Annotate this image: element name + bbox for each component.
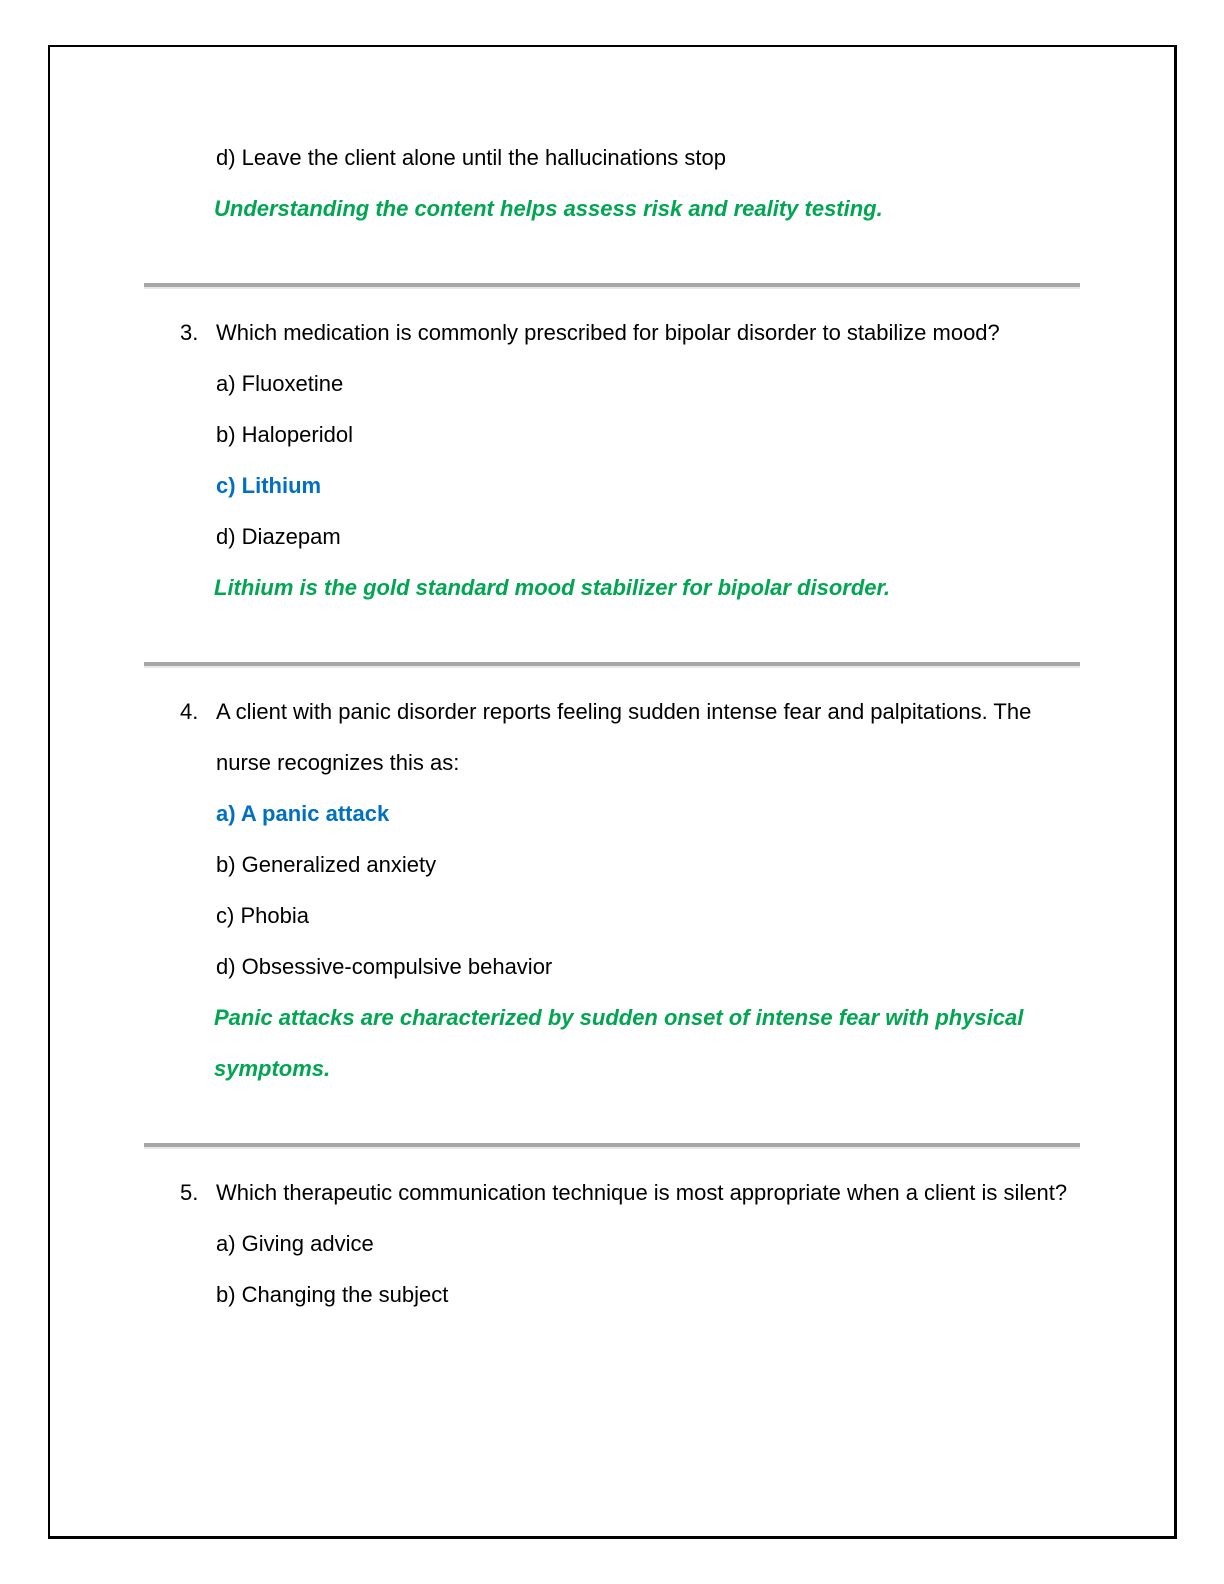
question-number: 5. [180, 1180, 199, 1205]
rationale-text: Understanding the content helps assess risk and reality testing. [214, 196, 883, 221]
question-text: A client with panic disorder reports feeling sudden intense fear and palpitations. The nurse recognizes this as: [216, 699, 1032, 775]
option-d: d) Leave the client alone until the hallucinations stop [216, 145, 727, 170]
option-b: b) Changing the subject [216, 1282, 449, 1307]
question-heading [144, 686, 1080, 788]
option-a: a) Fluoxetine [216, 371, 344, 396]
option-d: d) Obsessive-compulsive behavior [216, 954, 553, 979]
question-heading [144, 1167, 1080, 1218]
question-text: Which therapeutic communication technique is most appropriate when a client is silent? [216, 1180, 1068, 1205]
option-c: c) Lithium [216, 473, 322, 498]
rationale-text: Lithium is the gold standard mood stabilizer for bipolar disorder. [214, 575, 890, 600]
question-fragment-2 [144, 132, 1080, 234]
page-content [144, 132, 1080, 1320]
option-c: c) Phobia [216, 903, 309, 928]
question-number: 3. [180, 320, 199, 345]
option-d: d) Diazepam [216, 524, 341, 549]
section-divider [144, 283, 1080, 289]
section-divider [144, 662, 1080, 668]
question-text: Which medication is commonly prescribed for bipolar disorder to stabilize mood? [216, 320, 1000, 345]
rationale-text: Panic attacks are characterized by sudden onset of intense fear with physical symptoms. [214, 1005, 1024, 1081]
section-divider [144, 1143, 1080, 1149]
question-block-5 [144, 1167, 1080, 1320]
question-block-3 [144, 307, 1080, 613]
option-b: b) Haloperidol [216, 422, 353, 447]
question-block-4 [144, 686, 1080, 1094]
option-a: a) Giving advice [216, 1231, 374, 1256]
question-heading [144, 307, 1080, 358]
question-number: 4. [180, 699, 199, 724]
option-b: b) Generalized anxiety [216, 852, 437, 877]
option-a: a) A panic attack [216, 801, 390, 826]
